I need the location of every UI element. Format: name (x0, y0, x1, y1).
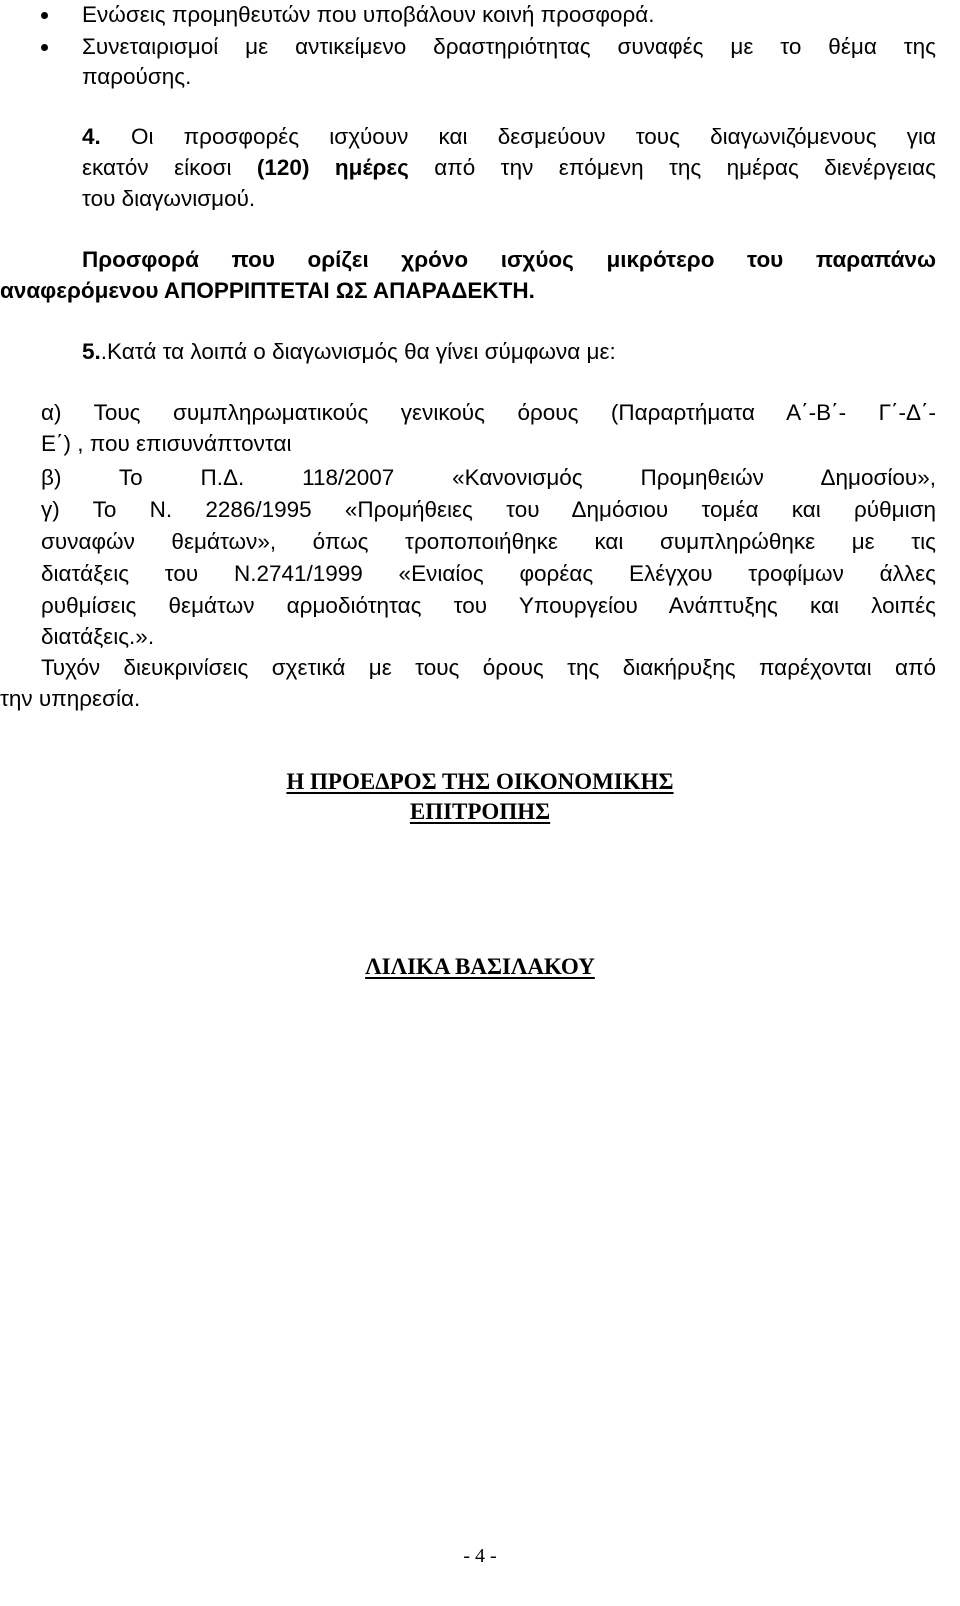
term-line: διατάξεις του Ν.2741/1999 «Ενιαίος φορέας Ελέγχου τροφίμων άλλες (41, 561, 936, 586)
item-4-line (82, 122, 936, 152)
item-4-text: εκατόν είκοσι (82, 155, 257, 180)
bullet-item-continuation: παρούσης. (82, 64, 192, 89)
bullet-dot (41, 12, 48, 19)
term-line: β) Το Π.Δ. 118/2007 «Κανονισμός Προμηθειών Δημοσίου», (41, 465, 936, 490)
item-5-line (82, 337, 616, 367)
warning-line: αναφερόμενου ΑΠΟΡΡΙΠΤΕΤΑΙ ΩΣ ΑΠΑΡΑΔΕΚΤΗ. (0, 278, 535, 303)
term-line: ρυθμίσεις θεμάτων αρμοδιότητας του Υπουργείου Ανάπτυξης και λοιπές (41, 593, 936, 618)
bullet-item: Συνεταιρισμοί με αντικείμενο δραστηριότητας συναφές με το θέμα της (82, 34, 936, 59)
item-5-text: .Κατά τα λοιπά ο διαγωνισμός θα γίνει σύμφωνα με: (100, 339, 616, 364)
item-4-number: 4. (82, 124, 101, 149)
item-4-text: Οι προσφορές ισχύουν και δεσμεύουν τους διαγωνιζόμενους για (130, 124, 936, 149)
term-line: γ) Το Ν. 2286/1995 «Προμήθειες του Δημόσιου τομέα και ρύθμιση (41, 497, 936, 522)
signature-title: Η ΠΡΟΕΔΡΟΣ ΤΗΣ ΟΙΚΟΝΟΜΙΚΗΣ (286, 769, 674, 794)
clarification-line: την υπηρεσία. (0, 686, 141, 711)
term-line: συναφών θεμάτων», όπως τροποποιήθηκε και συμπληρώθηκε με τις (41, 529, 936, 554)
item-4-text: από την επόμενη της ημέρας διενέργειας (408, 155, 936, 180)
warning-line: Προσφορά που ορίζει χρόνο ισχύος μικρότερο του παραπάνω (82, 247, 936, 272)
signature-title: ΕΠΙΤΡΟΠΗΣ (409, 799, 551, 824)
term-line: α) Τους συμπληρωματικούς γενικούς όρους (Παραρτήματα Α΄-Β΄- Γ΄-Δ΄- (41, 400, 936, 425)
item-4-days: (120) ημέρες (256, 155, 409, 180)
item-4-line (82, 153, 936, 183)
signatory-name: ΛΙΛΙΚΑ ΒΑΣΙΛΑΚΟΥ (365, 954, 595, 979)
bullet-item: Ενώσεις προμηθευτών που υποβάλουν κοινή προσφορά. (82, 2, 655, 27)
item-4-line: του διαγωνισμού. (82, 186, 256, 211)
item-5-number: 5. (82, 339, 101, 364)
bullet-dot (41, 44, 48, 51)
page-number: - 4 - (463, 1545, 497, 1567)
term-line: διατάξεις.». (41, 624, 155, 649)
term-line: Ε΄) , που επισυνάπτονται (41, 431, 292, 456)
clarification-line: Τυχόν διευκρινίσεις σχετικά με τους όρους της διακήρυξης παρέχονται από (41, 655, 936, 680)
